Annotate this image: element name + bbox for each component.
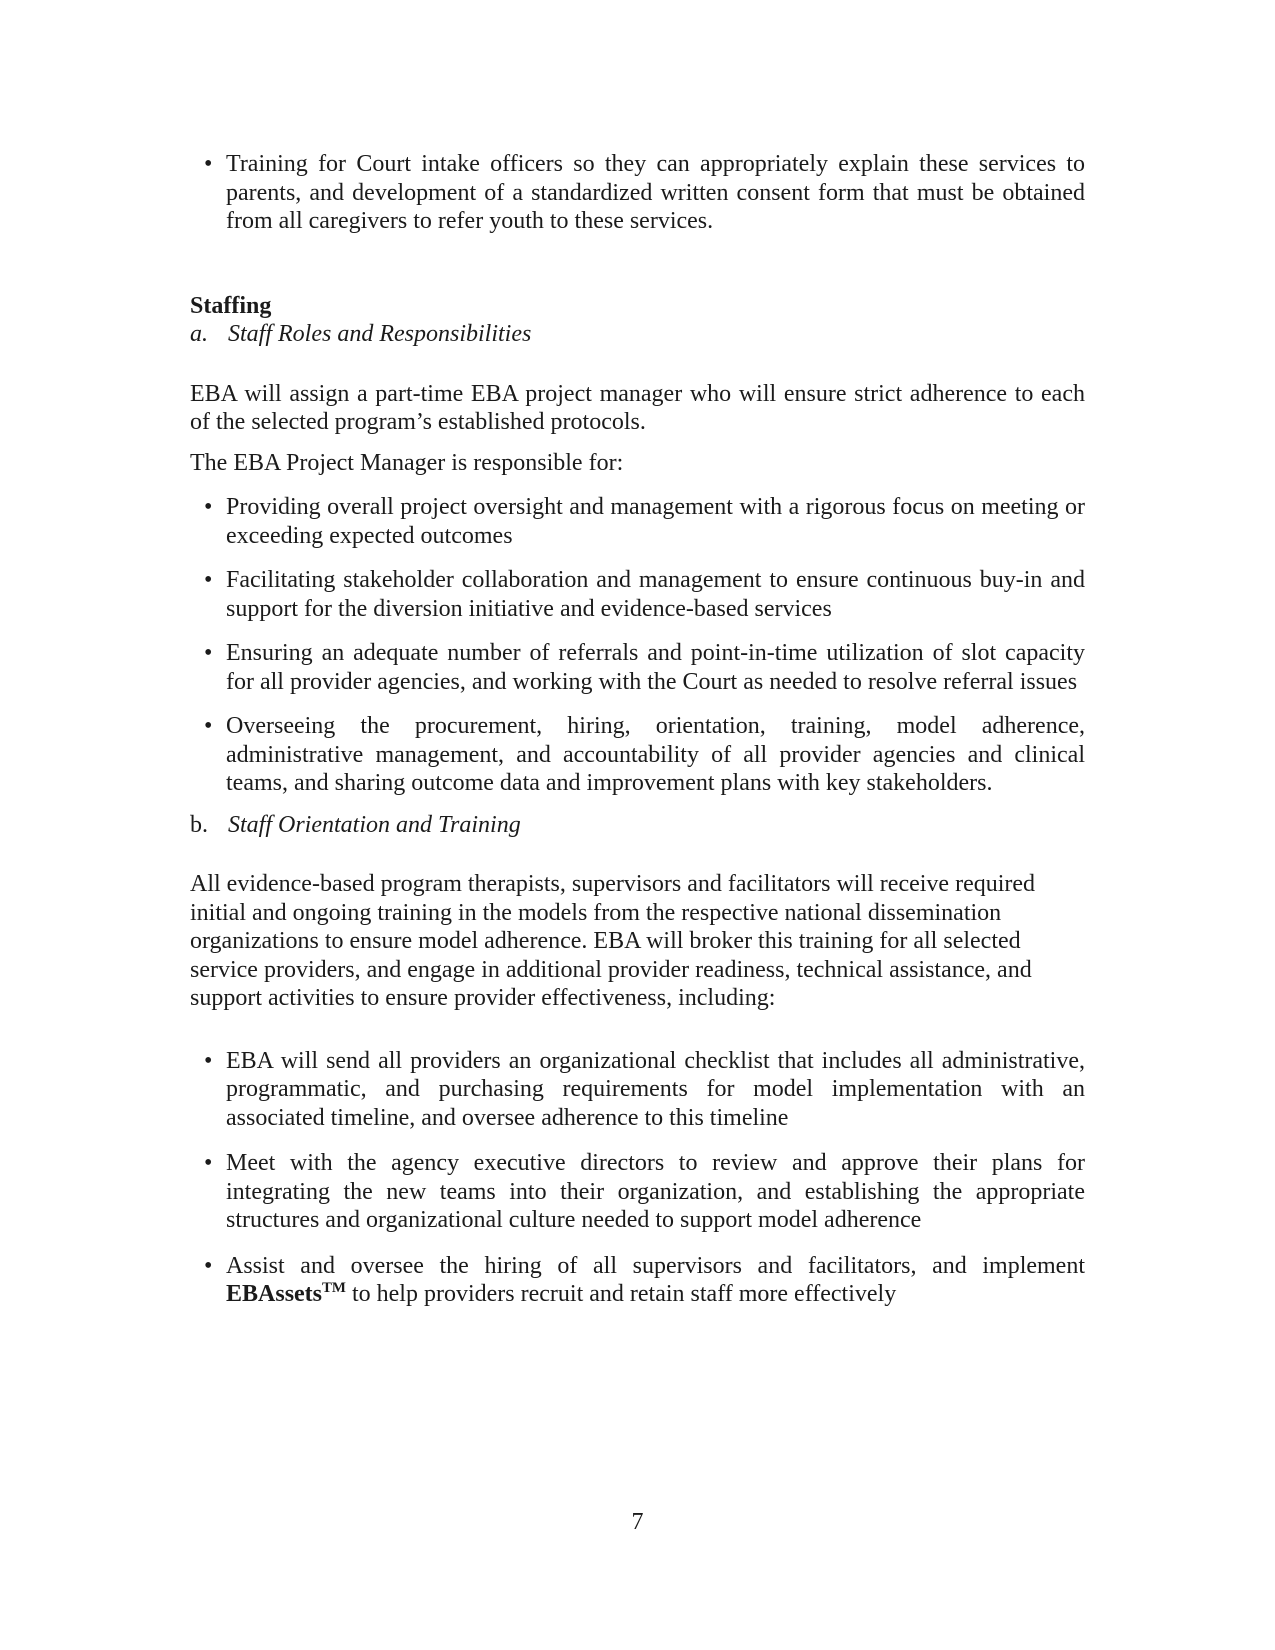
page-number: 7: [631, 1509, 644, 1535]
brand-name: [226, 1281, 346, 1307]
bullet-icon: •: [204, 567, 213, 593]
bullet-text-after: to help providers recruit and retain staff more effectively: [345, 1281, 897, 1307]
bullet-text-before: Assist and oversee the hiring of all supervisors and facilitators, and implement: [226, 1252, 1085, 1279]
bullet-text: Meet with the agency executive directors to review and approve their plans for integrating the new teams into their organization, and establishing the appropriate structures and organizational culture needed to support model adherence: [226, 1150, 1085, 1233]
section-b-label: b.: [190, 811, 208, 838]
list-item: [190, 712, 1085, 798]
bullet-text: Facilitating stakeholder collaboration and management to ensure continuous buy-in and support for the diversion initiative and evidence-based services: [226, 567, 1085, 622]
list-item: [190, 150, 1085, 236]
brand-name-text: EBAssets: [226, 1281, 323, 1307]
intro-bullet-list: [190, 150, 1085, 236]
list-item: [190, 1252, 1085, 1309]
bullet-icon: •: [204, 713, 213, 739]
paragraph-training-intro: All evidence-based program therapists, supervisors and facilitators will receive required initial and ongoing training in the models from the respective national dissemination organizations to ensure model adherence. EBA will broker this training for all selected service providers, and engage in additional provider readiness, technical assistance, and support activities to ensure provider effectiveness, including:: [190, 871, 1036, 1011]
bullet-text: Training for Court intake officers so they can appropriately explain these services to parents, and development of a standardized written consent form that must be obtained from all caregivers to refer youth to these services.: [226, 151, 1085, 234]
section-a-line: [190, 320, 1085, 349]
list-item: [190, 566, 1085, 623]
section-a-title: Staff Roles and Responsibilities: [228, 321, 532, 347]
list-item: [190, 1149, 1085, 1235]
bullet-text: Ensuring an adequate number of referrals and point-in-time utilization of slot capacity for all provider agencies, and working with the Court as needed to resolve referral issues: [226, 640, 1085, 695]
section-b-title: Staff Orientation and Training: [228, 811, 521, 838]
section-b-line: [190, 811, 1085, 840]
paragraph-responsible-intro: The EBA Project Manager is responsible for:: [190, 449, 624, 476]
staffing-heading: Staffing: [190, 292, 272, 319]
bullet-icon: •: [204, 1252, 213, 1279]
list-item: [190, 639, 1085, 696]
section-a-label: a.: [190, 321, 208, 347]
paragraph-eba-assign: EBA will assign a part-time EBA project manager who will ensure strict adherence to each of the selected program’s established protocols.: [190, 380, 1085, 435]
bullet-icon: •: [204, 494, 213, 520]
training-bullet-list: [190, 1047, 1085, 1309]
trademark-superscript: TM: [322, 1280, 346, 1296]
bullet-icon: •: [204, 1150, 213, 1176]
list-item: [190, 1047, 1085, 1133]
bullet-text: EBA will send all providers an organizational checklist that includes all administrative, programmatic, and purchasing requirements for model implementation with an associated timeline, and oversee adherence to this timeline: [226, 1047, 1085, 1131]
bullet-text: Providing overall project oversight and management with a rigorous focus on meeting or exceeding expected outcomes: [226, 494, 1085, 549]
bullet-icon: •: [204, 640, 213, 666]
bullet-icon: •: [204, 151, 213, 177]
list-item: [190, 493, 1085, 550]
bullet-icon: •: [204, 1047, 213, 1074]
responsibilities-bullet-list: [190, 493, 1085, 798]
bullet-text: Overseeing the procurement, hiring, orientation, training, model adherence, administrative management, and accountability of all provider agencies and clinical teams, and sharing outcome data and improvement plans with key stakeholders.: [226, 713, 1085, 796]
